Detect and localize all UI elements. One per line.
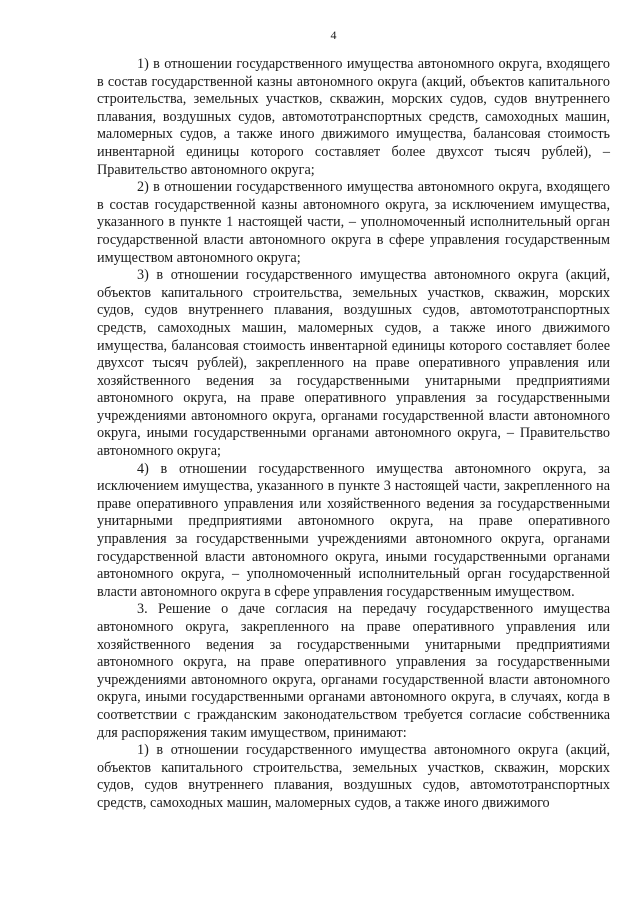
paragraph-section-3: 3. Решение о даче согласия на передачу государственного имущества автономного округа, закрепленного на праве оперативного управления или хозяйственного ведения за государственными унитарными предприятиями автономного округа, на праве оперативного управления за государственными учреждениями автономного округа, органами государственной власти автономного округа, иными государственными органами автономного округа, в случаях, когда в соответствии с гражданским законодательством требуется согласие собственника для распоряжения таким имуществом, принимают: bbox=[97, 601, 610, 741]
paragraph-1-item-4: 4) в отношении государственного имущества автономного округа, за исключением имущества, указанного в пункте 3 настоящей части, закрепленного на праве оперативного управления или хозяйственного ведения за государственными унитарными предприятиями автономного округа, на праве оперативного управления за государственными учреждениями автономного округа, органами государственной власти автономного округа, иными государственными органами автономного округа, – уполномоченный исполнительный орган государственной власти автономного округа в сфере управления государственным имуществом. bbox=[97, 460, 610, 600]
paragraph-3-item-1: 1) в отношении государственного имущества автономного округа (акций, объектов капитального строительства, земельных участков, скважин, морских судов, судов внутреннего плавания, воздушных судов, автомототранспортных средств, самоходных машин, маломерных судов, а также иного движимого bbox=[97, 742, 610, 811]
paragraph-1-item-1: 1) в отношении государственного имущества автономного округа, входящего в состав государственной казны автономного округа (акций, объектов капитального строительства, земельных участков, скважин, морских судов, судов внутреннего плавания, воздушных судов, автомототранспортных средств, самоходных машин, маломерных судов, а также иного движимого имущества, балансовая стоимость инвентарной единицы которого составляет более двухсот тысяч рублей), – Правительство автономного округа; bbox=[97, 56, 610, 178]
paragraph-1-item-3: 3) в отношении государственного имущества автономного округа (акций, объектов капитального строительства, земельных участков, скважин, морских судов, судов внутреннего плавания, воздушных судов, автомототранспортных средств, самоходных машин, маломерных судов, а также иного движимого имущества, балансовая стоимость инвентарной единицы которого составляет более двухсот тысяч рублей), закрепленного на праве оперативного управления или хозяйственного ведения за государственными унитарными предприятиями автономного округа, на праве оперативного управления за государственными учреждениями автономного округа, органами государственной власти автономного округа, иными государственными органами автономного округа, – Правительство автономного округа; bbox=[97, 267, 610, 460]
paragraph-1-item-2: 2) в отношении государственного имущества автономного округа, входящего в состав государственной казны автономного округа, за исключением имущества, указанного в пункте 1 настоящей части, – уполномоченный исполнительный орган государственной власти автономного округа в сфере управления государственным имуществом автономного округа; bbox=[97, 179, 610, 266]
page-number: 4 bbox=[330, 28, 337, 42]
